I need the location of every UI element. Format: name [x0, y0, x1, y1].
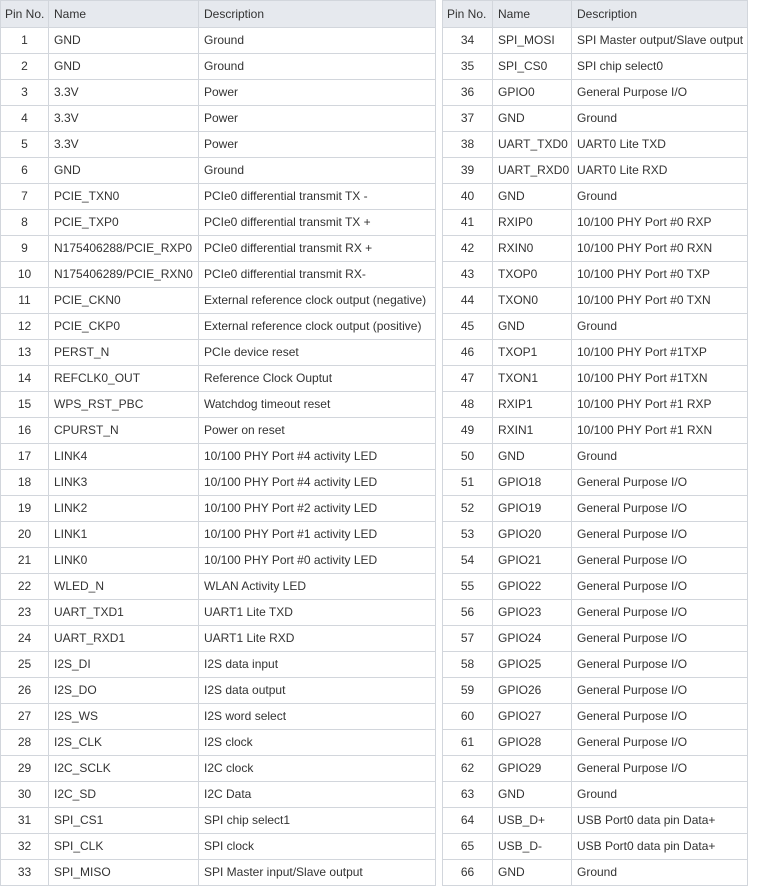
pin-number-cell: 51	[443, 470, 493, 496]
pin-number-cell: 62	[443, 756, 493, 782]
pin-name-cell: TXON1	[493, 366, 572, 392]
pin-description-cell: General Purpose I/O	[572, 652, 748, 678]
table-row	[1, 730, 436, 756]
pin-description-cell: General Purpose I/O	[572, 626, 748, 652]
pin-description-cell: 10/100 PHY Port #0 RXP	[572, 210, 748, 236]
pin-description-cell: I2S word select	[199, 704, 436, 730]
pin-number-cell: 1	[1, 28, 49, 54]
pin-name-cell: GPIO24	[493, 626, 572, 652]
pin-description-cell: SPI Master output/Slave output	[572, 28, 748, 54]
table-row	[443, 262, 748, 288]
pin-description-cell: USB Port0 data pin Data+	[572, 834, 748, 860]
pin-description-cell: Ground	[572, 314, 748, 340]
pin-description-cell: UART1 Lite TXD	[199, 600, 436, 626]
pin-description-cell: I2S data output	[199, 678, 436, 704]
pin-name-cell: LINK0	[49, 548, 199, 574]
pin-description-cell: Watchdog timeout reset	[199, 392, 436, 418]
pin-number-cell: 47	[443, 366, 493, 392]
table-row	[443, 106, 748, 132]
table-row	[1, 496, 436, 522]
header-pin-no: Pin No.	[443, 1, 493, 28]
pin-description-cell: PCIe0 differential transmit TX -	[199, 184, 436, 210]
pin-description-cell: PCIe0 differential transmit RX +	[199, 236, 436, 262]
pin-description-cell: Ground	[572, 444, 748, 470]
pin-name-cell: USB_D+	[493, 808, 572, 834]
pin-number-cell: 18	[1, 470, 49, 496]
pin-number-cell: 63	[443, 782, 493, 808]
pin-number-cell: 32	[1, 834, 49, 860]
pin-number-cell: 25	[1, 652, 49, 678]
pin-name-cell: UART_RXD1	[49, 626, 199, 652]
pin-name-cell: PCIE_TXP0	[49, 210, 199, 236]
pin-number-cell: 22	[1, 574, 49, 600]
table-row	[1, 106, 436, 132]
pin-name-cell: GPIO26	[493, 678, 572, 704]
pin-name-cell: GPIO20	[493, 522, 572, 548]
pin-description-cell: General Purpose I/O	[572, 678, 748, 704]
pin-number-cell: 42	[443, 236, 493, 262]
table-row	[443, 340, 748, 366]
table-row	[1, 834, 436, 860]
pin-name-cell: TXOP1	[493, 340, 572, 366]
pin-number-cell: 3	[1, 80, 49, 106]
table-row	[1, 366, 436, 392]
pin-number-cell: 49	[443, 418, 493, 444]
pin-number-cell: 35	[443, 54, 493, 80]
table-row	[443, 548, 748, 574]
table-row	[1, 80, 436, 106]
table-row	[443, 314, 748, 340]
table-row	[1, 470, 436, 496]
pin-number-cell: 11	[1, 288, 49, 314]
pin-number-cell: 6	[1, 158, 49, 184]
pin-description-cell: I2S clock	[199, 730, 436, 756]
table-row	[443, 652, 748, 678]
table-row	[443, 834, 748, 860]
pin-table-right	[442, 0, 748, 886]
pin-name-cell: GPIO29	[493, 756, 572, 782]
pin-name-cell: RXIN1	[493, 418, 572, 444]
pin-number-cell: 24	[1, 626, 49, 652]
pin-name-cell: GND	[493, 444, 572, 470]
table-row	[1, 158, 436, 184]
table-row	[443, 444, 748, 470]
pin-description-cell: 10/100 PHY Port #1TXN	[572, 366, 748, 392]
pin-description-cell: General Purpose I/O	[572, 496, 748, 522]
pin-number-cell: 50	[443, 444, 493, 470]
pin-number-cell: 57	[443, 626, 493, 652]
pin-description-cell: 10/100 PHY Port #1 activity LED	[199, 522, 436, 548]
pin-name-cell: GPIO27	[493, 704, 572, 730]
pin-number-cell: 26	[1, 678, 49, 704]
pin-number-cell: 44	[443, 288, 493, 314]
pin-description-cell: USB Port0 data pin Data+	[572, 808, 748, 834]
pin-name-cell: I2S_DI	[49, 652, 199, 678]
pin-description-cell: PCIe0 differential transmit RX-	[199, 262, 436, 288]
pin-description-cell: 10/100 PHY Port #0 activity LED	[199, 548, 436, 574]
pin-name-cell: N175406288/PCIE_RXP0	[49, 236, 199, 262]
pin-description-cell: UART0 Lite TXD	[572, 132, 748, 158]
pin-description-cell: General Purpose I/O	[572, 600, 748, 626]
table-row	[443, 132, 748, 158]
pin-name-cell: RXIP1	[493, 392, 572, 418]
pin-description-cell: 10/100 PHY Port #2 activity LED	[199, 496, 436, 522]
table-row	[1, 236, 436, 262]
pin-description-cell: General Purpose I/O	[572, 80, 748, 106]
pin-name-cell: GND	[493, 106, 572, 132]
pin-description-cell: 10/100 PHY Port #0 TXP	[572, 262, 748, 288]
pin-description-cell: Ground	[199, 158, 436, 184]
pin-name-cell: 3.3V	[49, 132, 199, 158]
pin-name-cell: GND	[493, 314, 572, 340]
pin-number-cell: 2	[1, 54, 49, 80]
table-row	[1, 756, 436, 782]
table-row	[1, 262, 436, 288]
table-row	[443, 366, 748, 392]
pin-number-cell: 56	[443, 600, 493, 626]
pin-number-cell: 41	[443, 210, 493, 236]
header-description: Description	[199, 1, 436, 28]
table-row	[1, 522, 436, 548]
pin-number-cell: 55	[443, 574, 493, 600]
pin-description-cell: SPI chip select0	[572, 54, 748, 80]
pin-description-cell: I2C clock	[199, 756, 436, 782]
pin-description-cell: General Purpose I/O	[572, 756, 748, 782]
pin-number-cell: 61	[443, 730, 493, 756]
pin-number-cell: 16	[1, 418, 49, 444]
pin-name-cell: SPI_CLK	[49, 834, 199, 860]
table-row	[443, 80, 748, 106]
pin-number-cell: 46	[443, 340, 493, 366]
pin-number-cell: 65	[443, 834, 493, 860]
pin-name-cell: WPS_RST_PBC	[49, 392, 199, 418]
pin-description-cell: General Purpose I/O	[572, 730, 748, 756]
table-row	[443, 470, 748, 496]
table-row	[1, 574, 436, 600]
pin-number-cell: 40	[443, 184, 493, 210]
pin-number-cell: 34	[443, 28, 493, 54]
pin-name-cell: PCIE_TXN0	[49, 184, 199, 210]
pin-description-cell: General Purpose I/O	[572, 470, 748, 496]
pin-name-cell: USB_D-	[493, 834, 572, 860]
pin-description-cell: UART1 Lite RXD	[199, 626, 436, 652]
pin-number-cell: 19	[1, 496, 49, 522]
pin-number-cell: 13	[1, 340, 49, 366]
table-row	[1, 288, 436, 314]
pin-name-cell: LINK1	[49, 522, 199, 548]
pin-description-cell: Power on reset	[199, 418, 436, 444]
table-row	[443, 704, 748, 730]
table-row	[443, 756, 748, 782]
pin-number-cell: 38	[443, 132, 493, 158]
pin-name-cell: GPIO0	[493, 80, 572, 106]
table-row	[1, 548, 436, 574]
pin-name-cell: GND	[49, 158, 199, 184]
pin-description-cell: General Purpose I/O	[572, 522, 748, 548]
pin-table-right-body	[443, 28, 748, 886]
pin-description-cell: 10/100 PHY Port #4 activity LED	[199, 444, 436, 470]
pin-name-cell: LINK2	[49, 496, 199, 522]
pin-description-cell: Ground	[572, 184, 748, 210]
pin-name-cell: I2S_DO	[49, 678, 199, 704]
pin-name-cell: RXIN0	[493, 236, 572, 262]
pin-description-cell: General Purpose I/O	[572, 704, 748, 730]
pin-description-cell: WLAN Activity LED	[199, 574, 436, 600]
table-row	[443, 574, 748, 600]
header-name: Name	[49, 1, 199, 28]
pin-name-cell: N175406289/PCIE_RXN0	[49, 262, 199, 288]
pin-number-cell: 54	[443, 548, 493, 574]
pin-number-cell: 48	[443, 392, 493, 418]
pin-description-cell: SPI chip select1	[199, 808, 436, 834]
pin-number-cell: 14	[1, 366, 49, 392]
pin-description-cell: Ground	[572, 106, 748, 132]
table-row	[1, 210, 436, 236]
pin-number-cell: 4	[1, 106, 49, 132]
table-row	[443, 210, 748, 236]
pin-table-left-body	[1, 28, 436, 886]
header-description: Description	[572, 1, 748, 28]
pin-description-cell: External reference clock output (positive)	[199, 314, 436, 340]
pin-number-cell: 5	[1, 132, 49, 158]
pin-number-cell: 29	[1, 756, 49, 782]
table-row	[443, 236, 748, 262]
table-row	[1, 704, 436, 730]
table-row	[1, 340, 436, 366]
pin-number-cell: 37	[443, 106, 493, 132]
pin-number-cell: 33	[1, 860, 49, 886]
table-row	[1, 28, 436, 54]
table-row	[443, 678, 748, 704]
table-row	[443, 600, 748, 626]
pin-name-cell: GPIO19	[493, 496, 572, 522]
pin-number-cell: 36	[443, 80, 493, 106]
pin-name-cell: 3.3V	[49, 106, 199, 132]
pin-name-cell: 3.3V	[49, 80, 199, 106]
table-row	[1, 392, 436, 418]
pin-name-cell: GND	[49, 28, 199, 54]
pin-name-cell: GND	[493, 184, 572, 210]
table-row	[1, 782, 436, 808]
pin-description-cell: PCIe0 differential transmit TX +	[199, 210, 436, 236]
pin-name-cell: PERST_N	[49, 340, 199, 366]
table-row	[443, 184, 748, 210]
table-row	[443, 392, 748, 418]
pin-description-cell: I2S data input	[199, 652, 436, 678]
pin-number-cell: 52	[443, 496, 493, 522]
pin-number-cell: 59	[443, 678, 493, 704]
pin-description-cell: Power	[199, 132, 436, 158]
pin-description-cell: General Purpose I/O	[572, 574, 748, 600]
pin-number-cell: 17	[1, 444, 49, 470]
pin-description-cell: UART0 Lite RXD	[572, 158, 748, 184]
pin-description-cell: 10/100 PHY Port #0 RXN	[572, 236, 748, 262]
pin-number-cell: 10	[1, 262, 49, 288]
pin-name-cell: I2C_SD	[49, 782, 199, 808]
pin-name-cell: GND	[493, 782, 572, 808]
pin-number-cell: 66	[443, 860, 493, 886]
pin-description-cell: 10/100 PHY Port #1TXP	[572, 340, 748, 366]
pin-description-cell: External reference clock output (negative)	[199, 288, 436, 314]
pin-number-cell: 27	[1, 704, 49, 730]
table-row	[443, 496, 748, 522]
table-row	[1, 808, 436, 834]
table-row	[1, 626, 436, 652]
header-row	[1, 1, 436, 28]
pin-name-cell: LINK4	[49, 444, 199, 470]
pin-name-cell: PCIE_CKP0	[49, 314, 199, 340]
pin-name-cell: UART_TXD0	[493, 132, 572, 158]
table-row	[1, 860, 436, 886]
table-row	[1, 600, 436, 626]
pin-number-cell: 64	[443, 808, 493, 834]
pin-number-cell: 30	[1, 782, 49, 808]
pin-description-cell: Ground	[572, 782, 748, 808]
pin-number-cell: 23	[1, 600, 49, 626]
pin-name-cell: I2C_SCLK	[49, 756, 199, 782]
pin-number-cell: 8	[1, 210, 49, 236]
pin-number-cell: 39	[443, 158, 493, 184]
pin-number-cell: 20	[1, 522, 49, 548]
table-row	[1, 54, 436, 80]
table-row	[1, 418, 436, 444]
pin-number-cell: 12	[1, 314, 49, 340]
pin-description-cell: Power	[199, 80, 436, 106]
pin-name-cell: GND	[493, 860, 572, 886]
pin-number-cell: 21	[1, 548, 49, 574]
pin-number-cell: 53	[443, 522, 493, 548]
pin-name-cell: UART_TXD1	[49, 600, 199, 626]
pin-description-cell: Ground	[572, 860, 748, 886]
pin-description-cell: 10/100 PHY Port #1 RXN	[572, 418, 748, 444]
pin-number-cell: 7	[1, 184, 49, 210]
table-row	[443, 288, 748, 314]
table-row	[443, 522, 748, 548]
pin-name-cell: GPIO23	[493, 600, 572, 626]
table-row	[1, 652, 436, 678]
pin-name-cell: GND	[49, 54, 199, 80]
pin-description-cell: 10/100 PHY Port #4 activity LED	[199, 470, 436, 496]
pin-description-cell: SPI clock	[199, 834, 436, 860]
header-name: Name	[493, 1, 572, 28]
table-row	[443, 808, 748, 834]
pin-number-cell: 45	[443, 314, 493, 340]
table-row	[1, 132, 436, 158]
header-pin-no: Pin No.	[1, 1, 49, 28]
pin-name-cell: GPIO21	[493, 548, 572, 574]
pin-description-cell: 10/100 PHY Port #0 TXN	[572, 288, 748, 314]
pin-name-cell: SPI_CS1	[49, 808, 199, 834]
pin-name-cell: GPIO28	[493, 730, 572, 756]
pin-number-cell: 15	[1, 392, 49, 418]
pin-name-cell: SPI_MISO	[49, 860, 199, 886]
pin-number-cell: 28	[1, 730, 49, 756]
pin-name-cell: PCIE_CKN0	[49, 288, 199, 314]
pin-description-cell: I2C Data	[199, 782, 436, 808]
pin-name-cell: TXOP0	[493, 262, 572, 288]
pin-number-cell: 43	[443, 262, 493, 288]
table-row	[1, 314, 436, 340]
pin-description-cell: Ground	[199, 54, 436, 80]
pin-name-cell: GPIO18	[493, 470, 572, 496]
table-row	[443, 158, 748, 184]
pin-description-cell: Reference Clock Ouptut	[199, 366, 436, 392]
table-row	[443, 730, 748, 756]
pin-number-cell: 58	[443, 652, 493, 678]
pin-description-cell: PCIe device reset	[199, 340, 436, 366]
pin-name-cell: SPI_MOSI	[493, 28, 572, 54]
pin-number-cell: 31	[1, 808, 49, 834]
table-row	[443, 860, 748, 886]
pin-name-cell: I2S_WS	[49, 704, 199, 730]
pin-name-cell: WLED_N	[49, 574, 199, 600]
pin-name-cell: GPIO25	[493, 652, 572, 678]
table-row	[443, 54, 748, 80]
pin-description-cell: General Purpose I/O	[572, 548, 748, 574]
header-row	[443, 1, 748, 28]
pin-name-cell: REFCLK0_OUT	[49, 366, 199, 392]
pin-name-cell: UART_RXD0	[493, 158, 572, 184]
table-row	[1, 678, 436, 704]
table-row	[443, 28, 748, 54]
pin-description-cell: Power	[199, 106, 436, 132]
pin-name-cell: CPURST_N	[49, 418, 199, 444]
pin-name-cell: LINK3	[49, 470, 199, 496]
pin-name-cell: RXIP0	[493, 210, 572, 236]
table-row	[443, 626, 748, 652]
pin-number-cell: 9	[1, 236, 49, 262]
pin-number-cell: 60	[443, 704, 493, 730]
pin-name-cell: TXON0	[493, 288, 572, 314]
pin-name-cell: I2S_CLK	[49, 730, 199, 756]
pin-description-cell: 10/100 PHY Port #1 RXP	[572, 392, 748, 418]
table-row	[443, 418, 748, 444]
pin-description-cell: Ground	[199, 28, 436, 54]
pin-description-cell: SPI Master input/Slave output	[199, 860, 436, 886]
table-row	[1, 444, 436, 470]
pin-name-cell: SPI_CS0	[493, 54, 572, 80]
table-row	[1, 184, 436, 210]
table-row	[443, 782, 748, 808]
pin-name-cell: GPIO22	[493, 574, 572, 600]
